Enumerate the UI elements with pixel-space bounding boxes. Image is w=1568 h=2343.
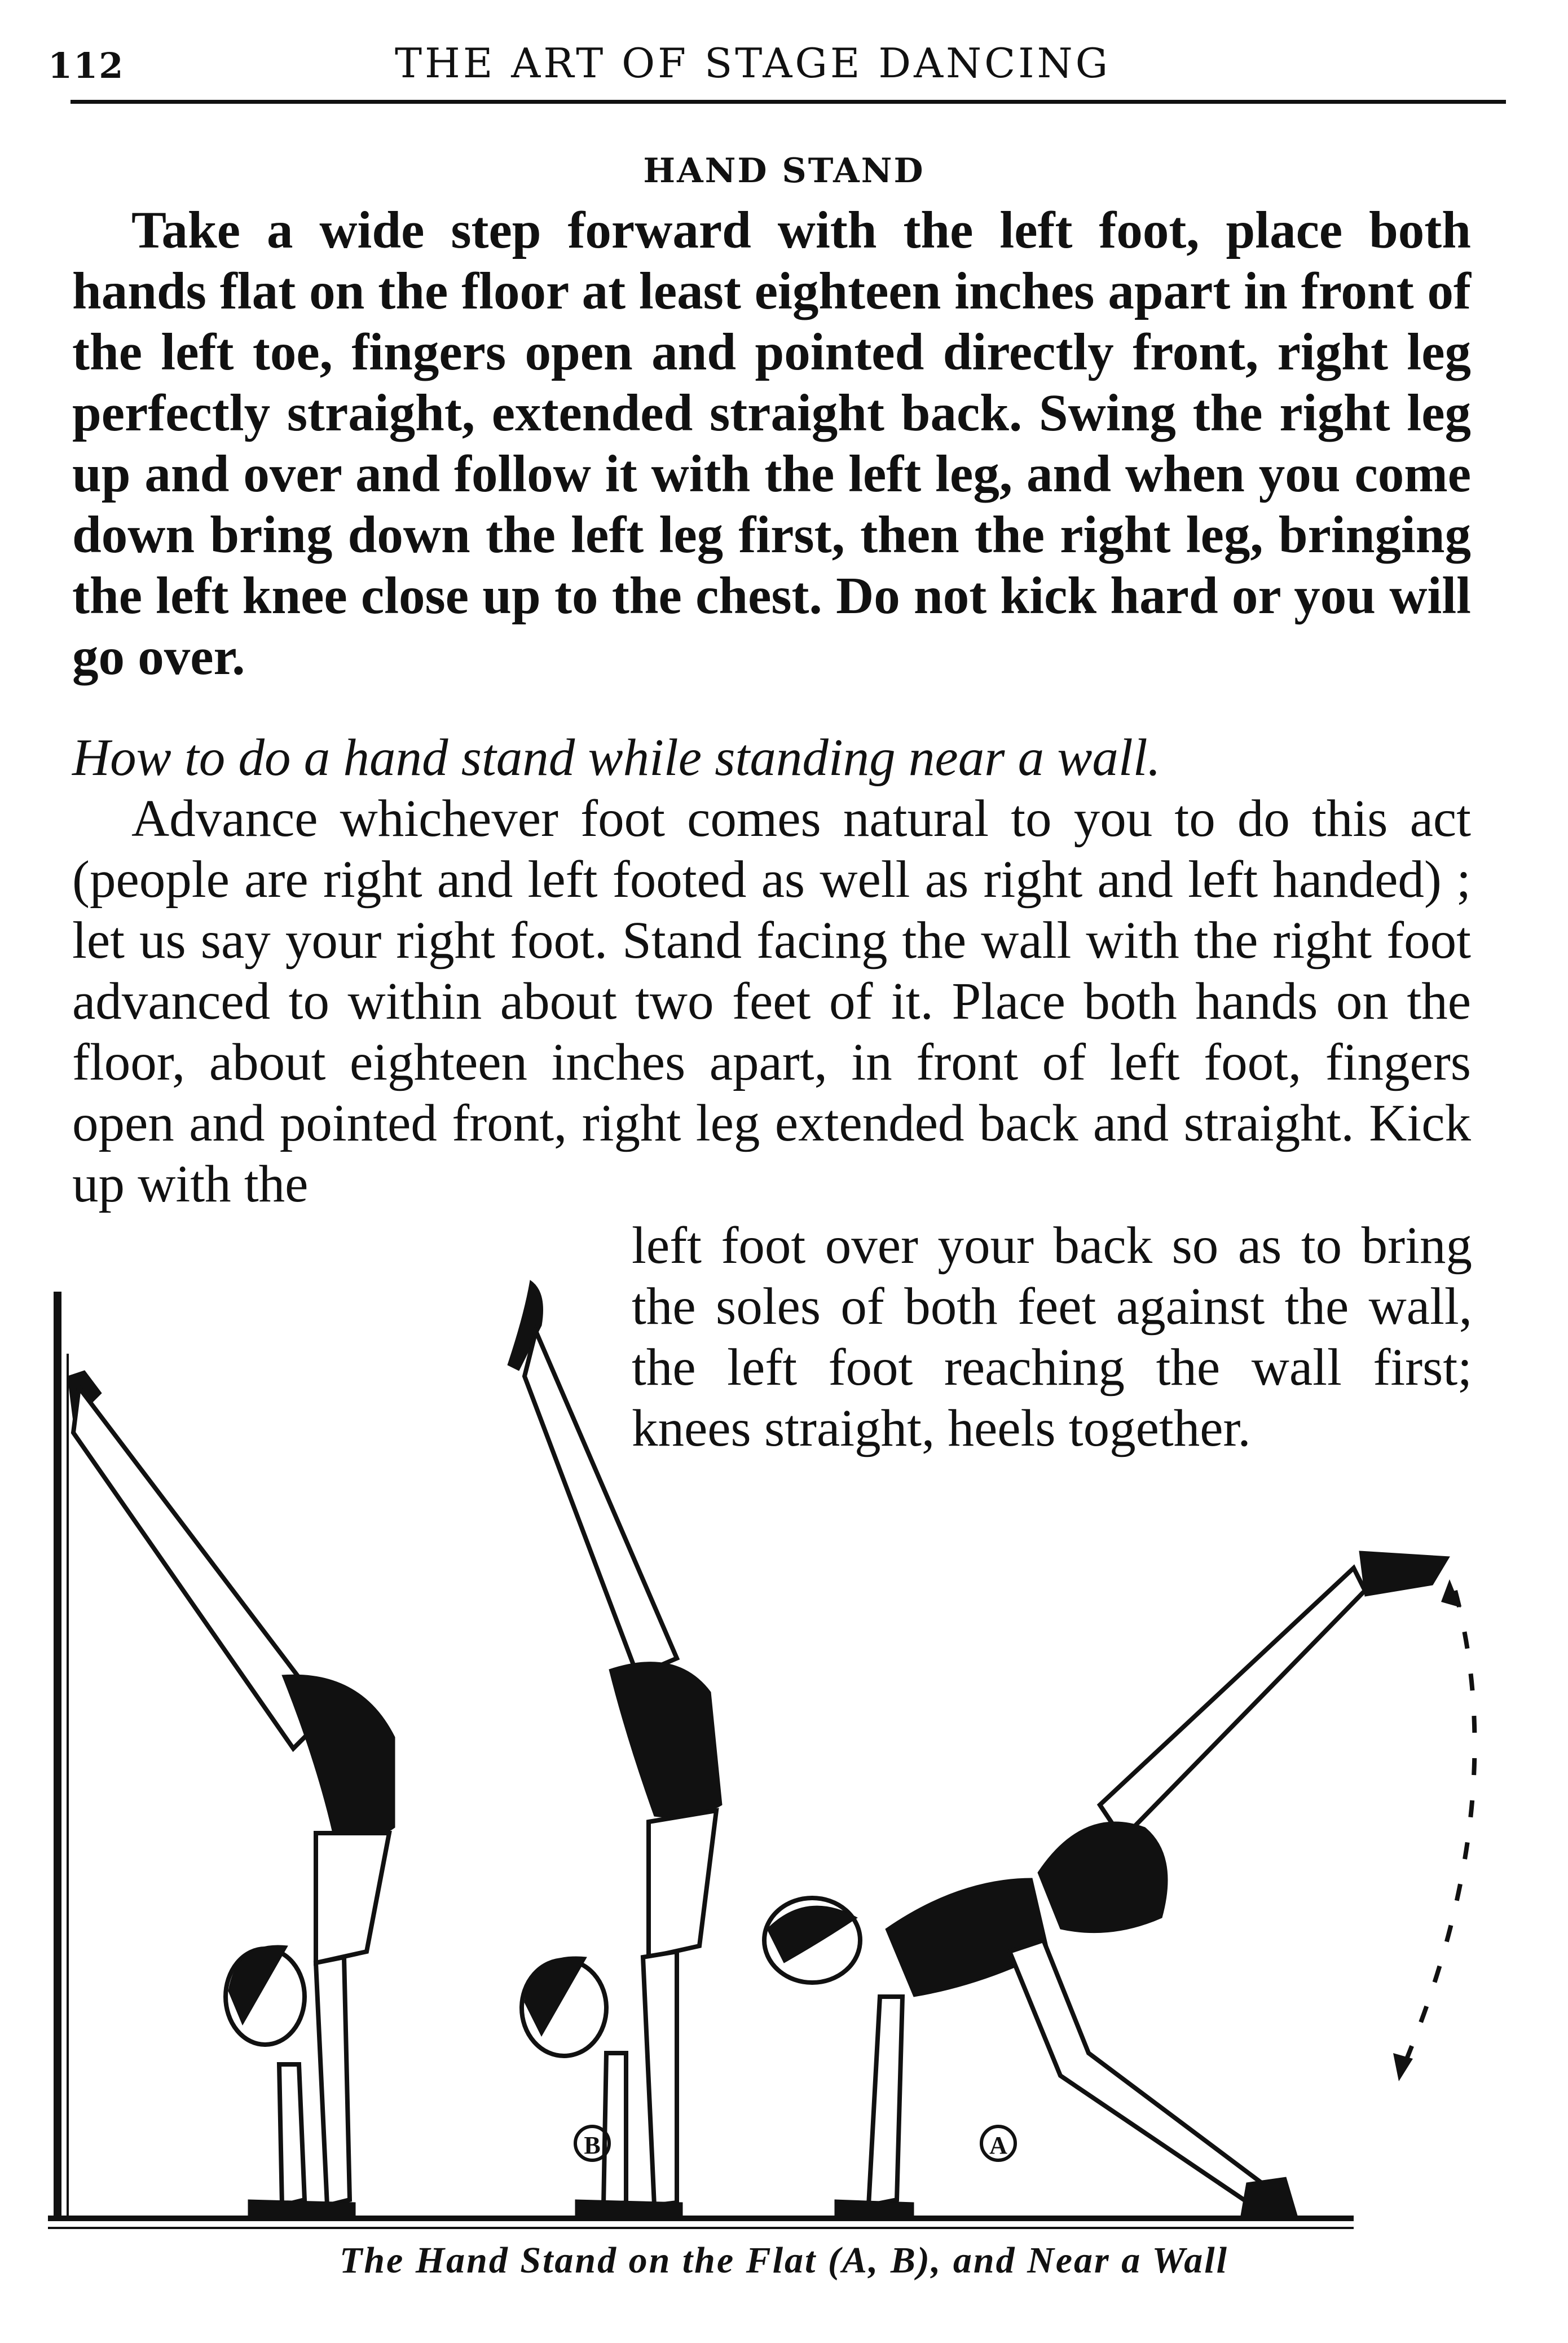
running-title: THE ART OF STAGE DANCING	[395, 39, 1111, 87]
wall-line	[54, 1292, 61, 2219]
kick-arc	[1404, 1591, 1474, 2064]
figure-b-handstand	[508, 1280, 722, 2216]
label-b: B	[584, 2131, 601, 2159]
figure-wall-handstand	[68, 1371, 395, 2216]
floor-line-lower	[48, 2227, 1354, 2229]
wall-subheading: How to do a hand stand while standing near a wall.	[72, 729, 1161, 787]
page-number: 112	[48, 45, 125, 86]
wall-line-inner	[67, 1354, 69, 2217]
figure-caption: The Hand Stand on the Flat (A, B), and Near a Wall	[340, 2240, 1228, 2281]
wall-paragraph: Advance whichever foot comes natural to you to do this act (people are right and left footed as well as right and left handed) ; let us say your right foot. Stand facing the wall with the right foot advanced to within about two feet of it. Place both hands on the floor, about eighteen inches apart, in front of left foot, fingers open and pointed front, right leg extended back and straight. Kick up with the	[72, 790, 1471, 1213]
wall-paragraph-continued: left foot over your back so as to bring the soles of both feet against the wall, the left foot reaching the wall first; knees straight, heels together.	[632, 1217, 1472, 1457]
intro-paragraph: Take a wide step forward with the left foot, place both hands flat on the floor at least eighteen inches apart in front of the left toe, fingers open and pointed directly front, right leg perfectly straight, extended straight back. Swing the right leg up and over and follow it with the left leg, and when you come down bring down the left leg first, then the right leg, bringing the left knee close up to the chest. Do not kick hard or you will go over.	[72, 201, 1471, 686]
figure-a-kickup	[764, 1551, 1450, 2216]
arc-arrow-bottom	[1393, 2053, 1413, 2081]
section-heading: HAND STAND	[643, 151, 925, 191]
label-a: A	[989, 2131, 1007, 2159]
floor-line	[48, 2216, 1354, 2221]
